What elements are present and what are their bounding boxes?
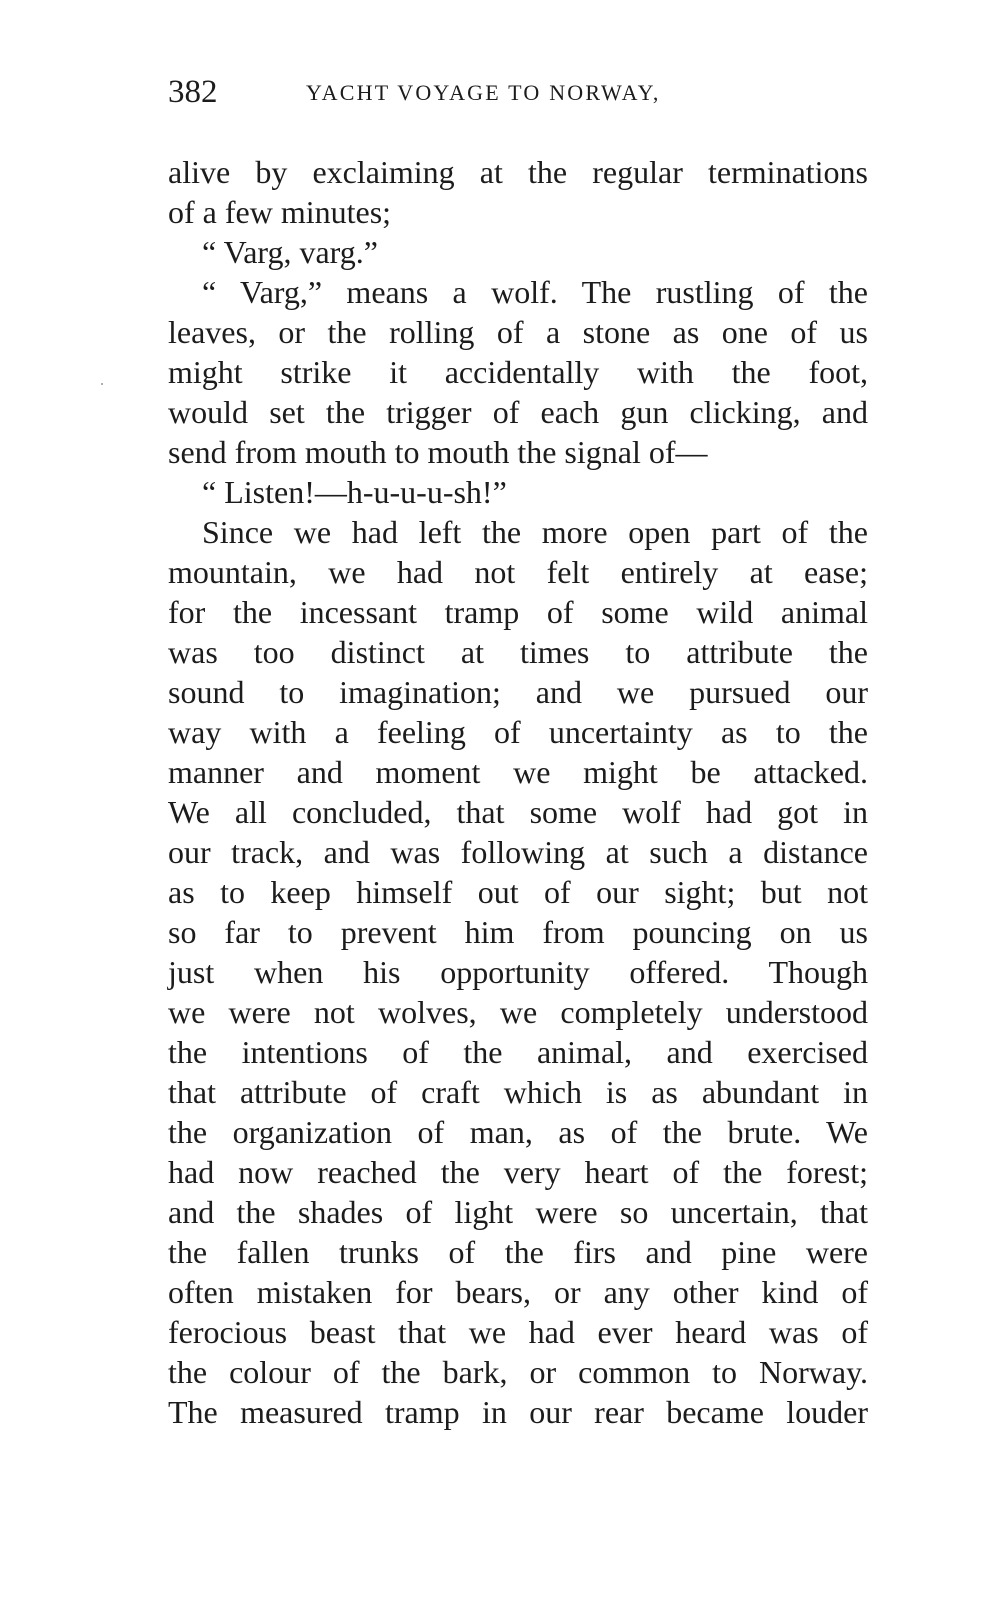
page-number: 382 [168, 74, 218, 110]
text-line: sound to imagination; and we pursued our [168, 674, 868, 710]
text-line: alive by exclaiming at the regular terminations [168, 154, 868, 190]
text-line: Since we had left the more open part of the [202, 514, 868, 550]
text-line: and the shades of light were so uncertain, that [168, 1194, 868, 1230]
text-line: the colour of the bark, or common to Norway. [168, 1354, 868, 1390]
text-line: mountain, we had not felt entirely at ease; [168, 554, 868, 590]
text-line: We all concluded, that some wolf had got in [168, 794, 868, 830]
text-line: leaves, or the rolling of a stone as one of us [168, 314, 868, 350]
text-line: way with a feeling of uncertainty as to the [168, 714, 868, 750]
text-line: “ Varg, varg.” [202, 234, 378, 270]
page-header [168, 72, 868, 112]
text-line: was too distinct at times to attribute the [168, 634, 868, 670]
text-line: our track, and was following at such a distance [168, 834, 868, 870]
text-line: would set the trigger of each gun clicking, and [168, 394, 868, 430]
text-line: often mistaken for bears, or any other kind of [168, 1274, 868, 1310]
text-line: had now reached the very heart of the forest; [168, 1154, 868, 1190]
text-line: the fallen trunks of the firs and pine were [168, 1234, 868, 1270]
text-line: of a few minutes; [168, 194, 392, 230]
text-line: just when his opportunity offered. Though [168, 954, 868, 990]
text-line: so far to prevent him from pouncing on us [168, 914, 868, 950]
running-title: YACHT VOYAGE TO NORWAY, [306, 80, 661, 105]
text-line: send from mouth to mouth the signal of— [168, 434, 708, 470]
text-line: as to keep himself out of our sight; but not [168, 874, 868, 910]
text-line: manner and moment we might be attacked. [168, 754, 868, 790]
text-line: “ Varg,” means a wolf. The rustling of the [202, 274, 868, 310]
text-line: that attribute of craft which is as abundant in [168, 1074, 868, 1110]
print-speck [101, 383, 103, 385]
text-line: the intentions of the animal, and exercised [168, 1034, 868, 1070]
text-line: ferocious beast that we had ever heard was of [168, 1314, 868, 1350]
text-line: “ Listen!—h-u-u-u-sh!” [202, 474, 507, 510]
text-line: might strike it accidentally with the foot, [168, 354, 868, 390]
text-line: The measured tramp in our rear became louder [168, 1394, 868, 1430]
text-line: we were not wolves, we completely understood [168, 994, 868, 1030]
text-line: for the incessant tramp of some wild animal [168, 594, 868, 630]
body-text [168, 152, 868, 1432]
text-line: the organization of man, as of the brute. We [168, 1114, 868, 1150]
